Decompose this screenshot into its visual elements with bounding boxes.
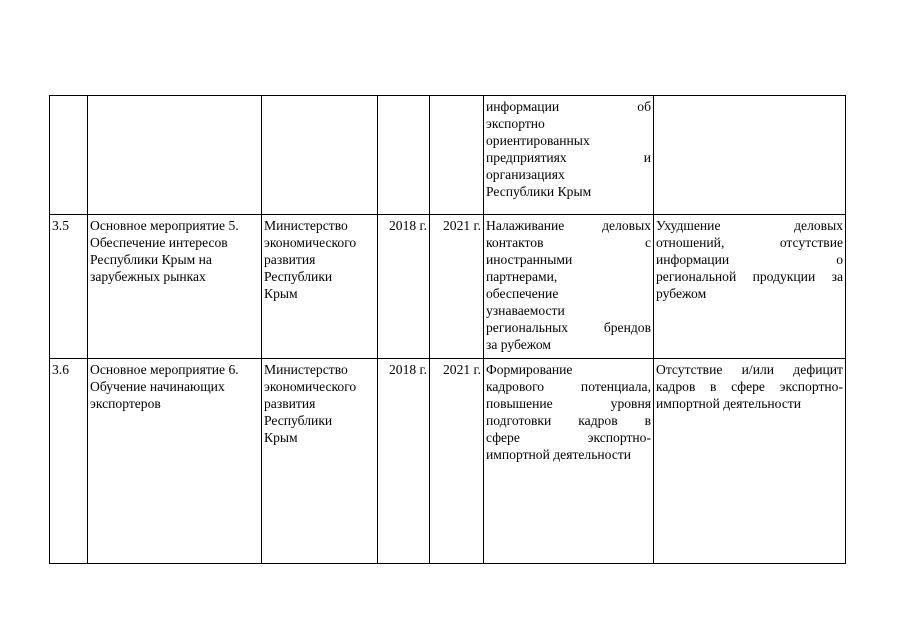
end-year-cell: 2021 г.: [430, 359, 484, 564]
cell-text-line: узнаваемости: [486, 303, 565, 318]
measure-name-cell: [88, 96, 262, 215]
cell-text-line: экспортеров: [90, 396, 161, 411]
executor-cell: [262, 215, 378, 359]
start-year-cell: 2018 г.: [378, 215, 430, 359]
start-year-cell: [378, 96, 430, 215]
cell-text-line: Республики: [264, 413, 333, 428]
cell-text-line: Министерство: [264, 218, 348, 233]
table-row: [50, 215, 846, 359]
cell-text-line: повышение уровня: [486, 396, 651, 411]
cell-text-line: партнерами,: [486, 269, 558, 284]
measures-table-body: [50, 96, 846, 564]
cell-text-line: региональной продукции за: [656, 269, 843, 284]
row-number-cell: [50, 96, 88, 215]
executor-cell: [262, 96, 378, 215]
cell-text-line: Обучение начинающих: [90, 379, 225, 394]
expected-result-cell: [484, 359, 654, 564]
cell-text-line: предприятиях и: [486, 150, 651, 165]
cell-text-line: экономического: [264, 235, 357, 250]
cell-text-line: экономического: [264, 379, 357, 394]
cell-text-line: подготовки кадров в: [486, 413, 651, 428]
cell-text-line: сфере экспортно-: [486, 430, 651, 445]
cell-text-line: обеспечение: [486, 286, 559, 301]
consequence-cell: [654, 96, 846, 215]
cell-text-line: развития: [264, 396, 316, 411]
cell-text-line: организациях: [486, 167, 565, 182]
cell-text-line: Формирование: [486, 362, 573, 377]
start-year-cell: 2018 г.: [378, 359, 430, 564]
cell-text-line: Крым: [264, 430, 298, 445]
cell-text-line: региональных брендов: [486, 320, 651, 335]
cell-text-line: информации об: [486, 99, 651, 114]
row-number-cell: 3.6: [50, 359, 88, 564]
end-year-cell: [430, 96, 484, 215]
cell-text-line: зарубежных рынках: [90, 269, 206, 284]
cell-text-line: информации о: [656, 252, 843, 267]
cell-text-line: Республики Крым: [486, 184, 592, 199]
measure-name-cell: [88, 215, 262, 359]
cell-text-line: Республики: [264, 269, 333, 284]
cell-text-line: кадрового потенциала,: [486, 379, 651, 394]
end-year-cell: 2021 г.: [430, 215, 484, 359]
executor-cell: [262, 359, 378, 564]
consequence-cell: [654, 359, 846, 564]
cell-text-line: Основное мероприятие 6.: [90, 362, 239, 377]
measures-table: [49, 95, 846, 564]
cell-text-line: Ухудшение деловых: [656, 218, 843, 233]
cell-text-line: Крым: [264, 286, 298, 301]
cell-text-line: импортной деятельности: [486, 447, 632, 462]
expected-result-cell: [484, 96, 654, 215]
cell-text-line: контактов с: [486, 235, 651, 250]
cell-text-line: Республики Крым на: [90, 252, 212, 267]
cell-text-line: Основное мероприятие 5.: [90, 218, 239, 233]
cell-text-line: импортной деятельности: [656, 396, 802, 411]
cell-text-line: отношений, отсутствие: [656, 235, 843, 250]
table-row: [50, 96, 846, 215]
measure-name-cell: [88, 359, 262, 564]
cell-text-line: рубежом: [656, 286, 707, 301]
cell-text-line: иностранными: [486, 252, 573, 267]
expected-result-cell: [484, 215, 654, 359]
cell-text-line: кадров в сфере экспортно-: [656, 379, 843, 394]
cell-text-line: ориентированных: [486, 133, 590, 148]
cell-text-line: экспортно: [486, 116, 545, 131]
cell-text-line: за рубежом: [486, 337, 552, 352]
cell-text-line: Министерство: [264, 362, 348, 377]
cell-text-line: Отсутствие и/или дефицит: [656, 362, 843, 377]
cell-text-line: развития: [264, 252, 316, 267]
table-row: [50, 359, 846, 564]
row-number-cell: 3.5: [50, 215, 88, 359]
consequence-cell: [654, 215, 846, 359]
cell-text-line: Обеспечение интересов: [90, 235, 228, 250]
cell-text-line: Налаживание деловых: [486, 218, 651, 233]
